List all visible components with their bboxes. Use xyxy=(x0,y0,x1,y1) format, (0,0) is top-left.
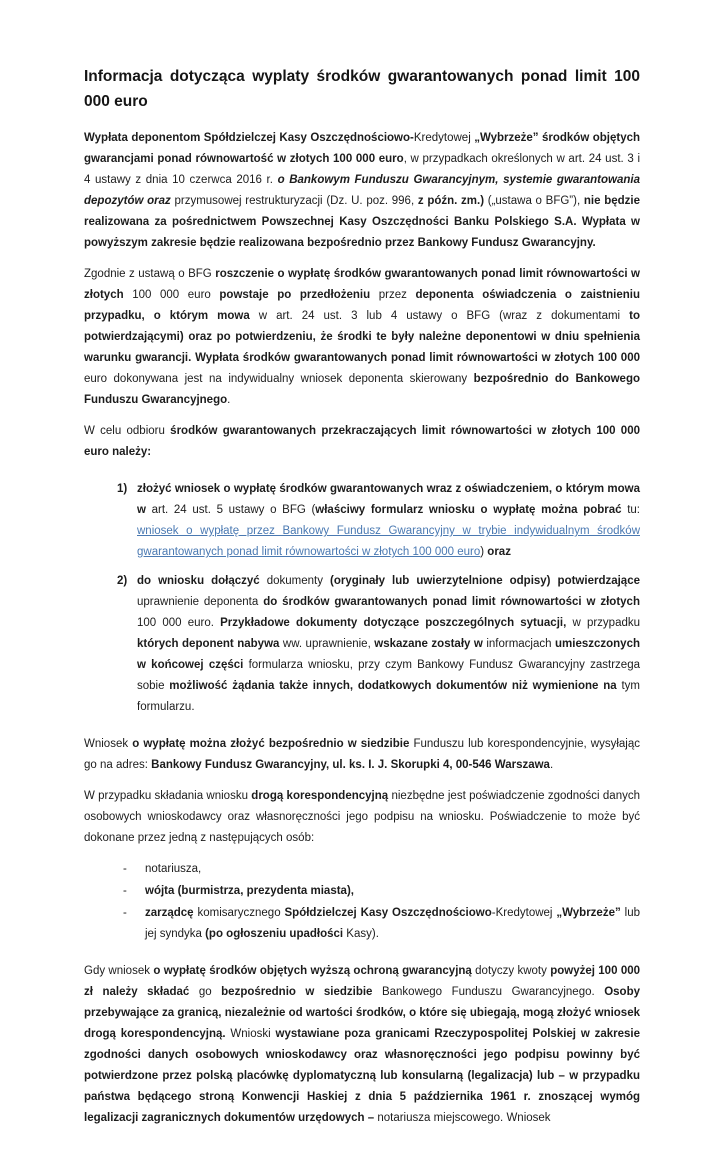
text-run: 100 000 euro. xyxy=(137,617,221,629)
text-run: przez xyxy=(378,289,416,301)
text-run: 100 000 euro xyxy=(132,289,220,301)
dash-item-notary-marker: - xyxy=(123,863,127,875)
text-run: W przypadku składania wniosku xyxy=(84,790,252,802)
text-run: notariusza, xyxy=(145,863,202,875)
text-run: bezpośrednio do Bankowego Funduszu Gwarancyjnego xyxy=(84,373,640,406)
text-run: wójta (burmistrza, prezydenta miasta), xyxy=(145,885,354,897)
text-run: , w przypadkach określonych w art. 24 ust. 3 i 4 ustawy z dnia 10 czerwca 2016 r. xyxy=(84,153,640,186)
dash-item-mayor-marker: - xyxy=(123,885,127,897)
text-run: nie będzie realizowana za pośrednictwem Powszechnej Kasy Oszczędności Banku Polskiego S.A. Wypłata w powyższym zakresie będzie realizowana bezpośrednio przez Bankowy Fundusz Gwarancyjny. xyxy=(84,195,640,249)
text-run: Funduszu lub korespondencyjnie, wysyłając go na adres: xyxy=(84,738,640,771)
text-run: powstaje po przedłożeniu xyxy=(219,289,379,301)
text-run: do wniosku dołączyć xyxy=(137,575,267,587)
text-run: Zgodnie z ustawą o BFG xyxy=(84,268,216,280)
paragraph-intro xyxy=(84,128,640,254)
payout-request-form-link[interactable]: wniosek o wypłatę przez Bankowy Fundusz Gwarancyjny w trybie indywidualnym środków gwarantowanych ponad limit równowartości w złotych 100 000 euro xyxy=(137,525,640,558)
paragraph-abroad xyxy=(84,961,640,1129)
text-run: „Wybrzeże” xyxy=(556,907,621,919)
document-title: Informacja dotycząca wyplaty środków gwarantowanych ponad limit 100 000 euro xyxy=(84,68,640,110)
numbered-item-1 xyxy=(84,479,640,563)
dash-item-administrator xyxy=(84,903,640,945)
text-run: lub jej syndyka xyxy=(145,907,640,940)
text-run: środków gwarantowanych przekraczających limit równowartości w złotych 100 000 euro należy: xyxy=(84,425,640,458)
text-run: Bankowego Funduszu Gwarancyjnego. xyxy=(381,986,605,998)
text-run: o wypłatę środków objętych wyższą ochroną gwarancyjną xyxy=(153,965,476,977)
text-run: Wniosek xyxy=(84,738,133,750)
text-run: to potwierdzającymi) oraz po potwierdzeniu, że środki te były należne deponentowi w dniu spełnienia warunku gwarancji. Wypłata środków gwarantowanych ponad limit równowartości w złotych 100 000 xyxy=(84,310,640,364)
text-run: uprawnienie deponenta xyxy=(137,596,264,608)
dash-item-mayor-text xyxy=(145,885,354,897)
text-run: Wypłata deponentom Spółdzielczej Kasy Oszczędnościowo- xyxy=(84,132,414,144)
text-run: powyżej 100 000 zł należy składać xyxy=(84,965,641,998)
text-run: dotyczy kwoty xyxy=(475,965,551,977)
text-run: których deponent nabywa xyxy=(137,638,283,650)
paragraph-claim xyxy=(84,264,640,411)
paragraph-list-lead xyxy=(84,421,640,463)
text-run: („ustawa o BFG”), xyxy=(484,195,584,207)
text-run: -Kredytowej xyxy=(491,907,557,919)
text-run: art. 24 ust. 5 ustawy o BFG ( xyxy=(151,504,316,516)
text-run: wystawiane poza granicami Rzeczypospolitej Polskiej w zakresie zgodności danych osobowych wnioskodawcy oraz własnoręczności jego podpisu powinny być potwierdzone przez polską placówkę dyplomatyczną lub konsularną (legalizacja) lub – w przypadku państwa będącego stroną Konwencji Haskiej z dnia 5 października 1961 r. znoszącej wymóg legalizacji zagranicznych dokumentów urzędowych – xyxy=(84,1028,640,1124)
text-run: drogą korespondencyjną xyxy=(251,790,392,802)
text-run: możliwość żądania także innych, dodatkowych dokumentów niż wymienione na xyxy=(169,680,622,692)
text-run: przymusowej restrukturyzacji (Dz. U. poz. 996, xyxy=(174,195,418,207)
dash-item-mayor xyxy=(84,881,640,902)
text-run: . xyxy=(549,759,554,771)
text-run: bezpośrednio w siedzibie xyxy=(221,986,382,998)
dash-item-administrator-text xyxy=(145,907,640,940)
text-run: wskazane zostały w xyxy=(374,638,487,650)
text-run: właściwy formularz wniosku o wypłatę można pobrać xyxy=(315,504,628,516)
text-run: Wnioski xyxy=(230,1028,276,1040)
text-run: złożyć wniosek o wypłatę środków gwarantowanych wraz z oświadczeniem, o którym mowa w xyxy=(137,483,640,516)
text-run: go xyxy=(198,986,222,998)
dash-item-notary-text xyxy=(145,863,201,875)
paragraph-correspondence xyxy=(84,786,640,849)
numbered-item-1-text xyxy=(137,483,640,558)
text-run: oraz xyxy=(487,546,511,558)
numbered-item-2-text xyxy=(137,575,640,713)
text-run: Kredytowej xyxy=(413,132,475,144)
text-run: roszczenie o wypłatę środków gwarantowanych ponad limit równowartości w złotych xyxy=(84,268,640,301)
numbered-item-1-marker: 1) xyxy=(117,483,128,495)
text-run: o Bankowym Funduszu Gwarancyjnym, systemie gwarantowania depozytów oraz xyxy=(84,174,640,207)
text-run: dokumenty xyxy=(266,575,331,587)
text-run: euro dokonywana jest na indywidualny wniosek deponenta skierowany xyxy=(84,373,474,385)
text-run: Bankowy Fundusz Gwarancyjny, ul. ks. I. J. Skorupki 4, 00-546 Warszawa xyxy=(151,759,550,771)
text-run: Osoby przebywające za granicą, niezależnie od wartości środków, o które się ubiegają, mogą złożyć wniosek drogą korespondencyjną. xyxy=(84,986,641,1040)
text-run: informacjach xyxy=(486,638,555,650)
text-run: niezbędne jest poświadczenie zgodności danych osobowych wnioskodawcy oraz własnoręczności jego podpisu na wniosku. Poświadczenie to może być dokonane przez jedną z następujących osób: xyxy=(84,790,640,844)
text-run: o wypłatę można złożyć bezpośrednio w siedzibie xyxy=(132,738,414,750)
text-run: zarządcę xyxy=(145,907,198,919)
text-run: notariusza miejscowego. Wniosek xyxy=(377,1112,551,1124)
text-run: ww. uprawnienie, xyxy=(282,638,375,650)
numbered-item-2 xyxy=(84,571,640,718)
text-run: ) xyxy=(480,546,488,558)
text-run: formularza wniosku, przy czym Bankowy Fundusz Gwarancyjny zastrzega sobie xyxy=(137,659,640,692)
text-run: w przypadku xyxy=(572,617,641,629)
text-run: do środków gwarantowanych ponad limit równowartości w złotych xyxy=(263,596,640,608)
paragraph-submit xyxy=(84,734,640,776)
dash-item-notary xyxy=(84,859,640,880)
text-run: deponenta oświadczenia o zaistnieniu przypadku, o którym mowa xyxy=(84,289,640,322)
text-run: Spółdzielczej Kasy Oszczędnościowo xyxy=(284,907,492,919)
text-run: „Wybrzeże” środków objętych gwarancjami ponad równowartość w złotych 100 000 euro xyxy=(84,132,641,165)
text-run: tu: xyxy=(627,504,640,516)
text-run: (oryginały lub uwierzytelnione odpisy) potwierdzające xyxy=(330,575,640,587)
text-run: W celu odbioru xyxy=(84,425,171,437)
text-run: w art. 24 ust. 3 lub 4 ustawy o BFG (wraz z dokumentami xyxy=(258,310,630,322)
text-run: z późn. zm.) xyxy=(417,195,485,207)
dash-item-administrator-marker: - xyxy=(123,907,127,919)
text-run: . xyxy=(227,394,231,406)
text-run: (po ogłoszeniu upadłości xyxy=(205,928,347,940)
text-run: Przykładowe dokumenty dotyczące poszczególnych sytuacji, xyxy=(220,617,573,629)
text-run: Gdy wniosek xyxy=(84,965,154,977)
numbered-item-2-marker: 2) xyxy=(117,575,128,587)
text-run: umieszczonych w końcowej części xyxy=(137,638,640,671)
text-run: tym formularzu. xyxy=(137,680,641,713)
text-run: Kasy). xyxy=(346,928,379,940)
text-run: komisarycznego xyxy=(197,907,285,919)
